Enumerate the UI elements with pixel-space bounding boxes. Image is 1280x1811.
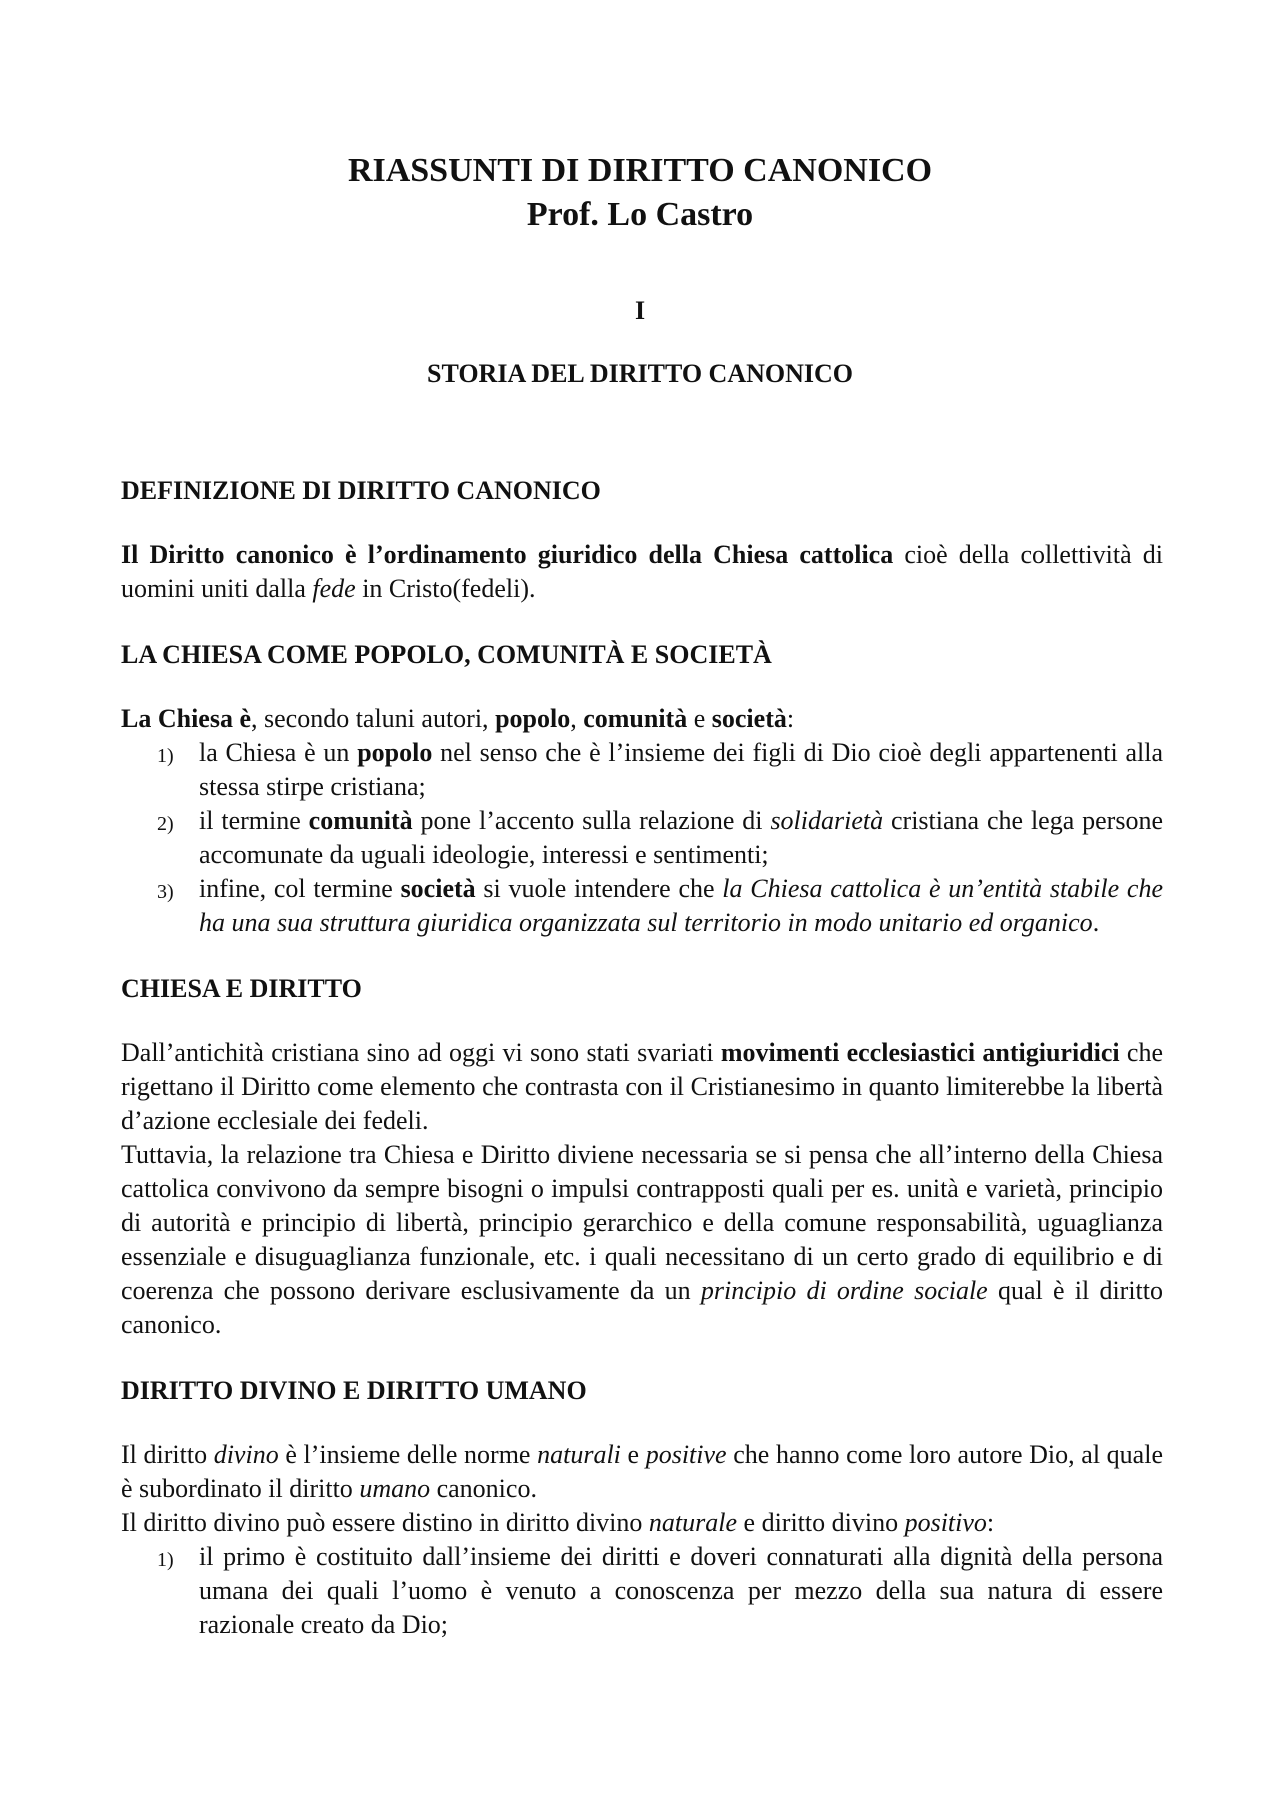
chapter-number: I bbox=[634, 296, 646, 325]
paragraph-chiesa-diritto-1: Dall’antichità cristiana sino ad oggi vi sono stati svariati movimenti ecclesiastici antigiuridici che rigettano il Diritto come elemento che contrasta con il Cristianesimo in quanto limiterebbe la libertà d’azione ecclesiale dei fedeli. bbox=[121, 1038, 1163, 1135]
list-item: 1) la Chiesa è un popolo nel senso che è l’insieme dei figli di Dio cioè degli appartenenti alla stessa stirpe cristiana; bbox=[157, 738, 1163, 801]
section-heading-chiesa-diritto: CHIESA E DIRITTO bbox=[121, 974, 362, 1003]
section-heading-definizione: DEFINIZIONE DI DIRITTO CANONICO bbox=[121, 476, 601, 505]
paragraph-divino-2: Il diritto divino può essere distino in diritto divino naturale e diritto divino positivo: bbox=[121, 1508, 995, 1537]
list-item: 2) il termine comunità pone l’accento sulla relazione di solidarietà cristiana che lega persone accomunate da uguali ideologie, interessi e sentimenti; bbox=[157, 806, 1164, 869]
document-subtitle: Prof. Lo Castro bbox=[526, 196, 754, 233]
section-heading-divino-umano: DIRITTO DIVINO E DIRITTO UMANO bbox=[121, 1376, 587, 1405]
section-heading-chiesa-popolo: LA CHIESA COME POPOLO, COMUNITÀ E SOCIETÀ bbox=[121, 640, 772, 669]
list-chiesa bbox=[121, 736, 1163, 940]
list-divino bbox=[121, 1540, 1163, 1642]
chapter-title: STORIA DEL DIRITTO CANONICO bbox=[427, 359, 853, 388]
document-body bbox=[121, 474, 1163, 1642]
paragraph-definizione: Il Diritto canonico è l’ordinamento giuridico della Chiesa cattolica cioè della collettività di uomini uniti dalla fede in Cristo(fedeli). bbox=[121, 540, 1163, 603]
list-item: 3) infine, col termine società si vuole intendere che la Chiesa cattolica è un’entità stabile che ha una sua struttura giuridica organizzata sul territorio in modo unitario ed organico. bbox=[157, 874, 1163, 937]
document-title: RIASSUNTI DI DIRITTO CANONICO bbox=[347, 152, 933, 189]
list-item: 1) il primo è costituito dall’insieme dei diritti e doveri connaturati alla dignità della persona umana dei quali l’uomo è venuto a conoscenza per mezzo della sua natura di essere razionale creato da Dio; bbox=[157, 1542, 1163, 1639]
paragraph-chiesa-diritto-2: Tuttavia, la relazione tra Chiesa e Diritto diviene necessaria se si pensa che all’interno della Chiesa cattolica convivono da sempre bisogni o impulsi contrapposti quali per es. unità e varietà, principio di autorità e principio di libertà, principio gerarchico e della comune responsabilità, uguaglianza essenziale e disuguaglianza funzionale, etc. i quali necessitano di un certo grado di equilibrio e di coerenza che possono derivare esclusivamente da un principio di ordine sociale qual è il diritto canonico. bbox=[121, 1140, 1163, 1339]
paragraph-chiesa-intro: La Chiesa è, secondo taluni autori, popolo, comunità e società: bbox=[121, 704, 795, 733]
paragraph-divino-1: Il diritto divino è l’insieme delle norme naturali e positive che hanno come loro autore Dio, al quale è subordinato il diritto umano canonico. bbox=[121, 1440, 1163, 1503]
